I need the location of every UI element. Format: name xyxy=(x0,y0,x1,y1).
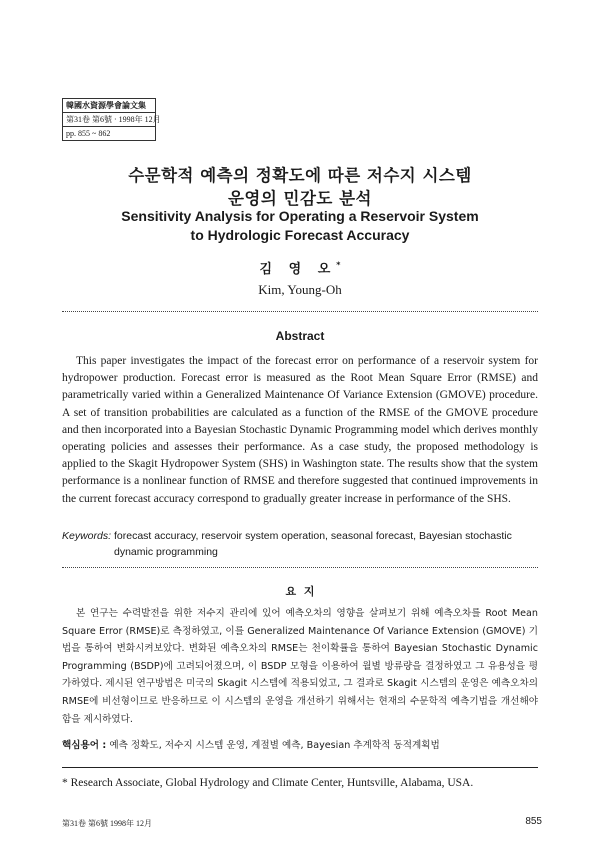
korean-keywords-list: 예측 정확도, 저수지 시스템 운영, 계절별 예측, Bayesian 추계학적 동적계획법 xyxy=(109,740,440,751)
korean-title-line-2: 운영의 민감도 분석 xyxy=(227,189,372,208)
korean-keywords-label: 핵심용어 : xyxy=(62,740,107,751)
journal-pages: pp. 855 ~ 862 xyxy=(66,129,111,138)
divider-top xyxy=(62,311,538,312)
footnote-divider xyxy=(62,767,538,768)
keywords-label: Keywords: xyxy=(62,530,112,542)
abstract-heading: Abstract xyxy=(275,329,325,343)
english-title-line-2: to Hydrologic Forecast Accuracy xyxy=(190,227,410,243)
divider-middle xyxy=(62,567,538,568)
page-number: 855 xyxy=(525,816,542,827)
keywords-list: forecast accuracy, reservoir system operation, seasonal forecast, Bayesian stochastic dynamic programming xyxy=(114,530,512,558)
korean-summary-body: 본 연구는 수력발전을 위한 저수지 관리에 있어 예측오차의 영향을 살펴보기 위해 예측오차를 Root Mean Square Error (RMSE)로 측정하였고, 이를 Generalized Maintenance Of Variance Extension (GMOVE) 기법을 통하여 변화시켜보았다. 변화된 예측오차의 RMSE는 천이확률을 통하여 Bayesian Stochastic Dynamic Programming (BSDP)에 고려되어졌으며, 이 BSDP 모형을 이용하여 월별 방류량을 결정하였고 그 유용성을 평가하였다. 제시된 연구방법은 미국의 Skagit 시스템에 적용되었고, 그 결과로 Skagit 시스템의 운영은 예측오차의 RMSE에 비선형이므로 반응하므로 이 시스템의 운영을 개선하기 위해서는 현재의 수문학적 예측기법을 개선해야함을 제시하였다. xyxy=(62,608,538,725)
journal-info-box xyxy=(62,98,161,141)
footer-journal-issue: 第31卷 第6號 1998年 12月 xyxy=(62,819,152,828)
keywords-block xyxy=(62,528,538,560)
author-name-english: Kim, Young-Oh xyxy=(258,282,342,297)
korean-summary-heading: 요 지 xyxy=(285,585,315,598)
korean-keywords-block xyxy=(62,737,538,751)
author-name-korean-text: 김 영 오 xyxy=(259,262,337,277)
english-title-line-1: Sensitivity Analysis for Operating a Reservoir System xyxy=(121,208,479,224)
journal-volume-issue: 第31卷 第6號 · 1998年 12月 xyxy=(63,113,155,127)
author-name-korean xyxy=(0,258,600,277)
journal-name: 韓國水資源學會論文集 xyxy=(63,99,155,113)
author-affiliation-footnote: * Research Associate, Global Hydrology and Climate Center, Huntsville, Alabama, USA. xyxy=(62,777,474,789)
abstract-body: This paper investigates the impact of the forecast error on performance of a reservoir system for hydropower production. Forecast error is measured as the Root Mean Square Error (RMSE) and parametrically varied within a Generalized Maintenance Of Variance Extension (GMOVE) procedure. A set of transition probabilities are calculated as a function of the RMSE of the GMOVE procedure and then incorporated into a Bayesian Stochastic Dynamic Programming model which derives monthly operating policies and assesses their performance. As a case study, the proposed methodology is applied to the Skagit Hydropower System (SHS) in Washington state. The results show that the system performance is a nonlinear function of RMSE and therefore suggested that continued improvements in the current forecast accuracy correspond to gradually greater increase in performance of the SHS. xyxy=(62,355,538,505)
korean-title-line-1: 수문학적 예측의 정확도에 따른 저수지 시스템 xyxy=(128,166,472,185)
author-footnote-mark: * xyxy=(336,260,341,270)
